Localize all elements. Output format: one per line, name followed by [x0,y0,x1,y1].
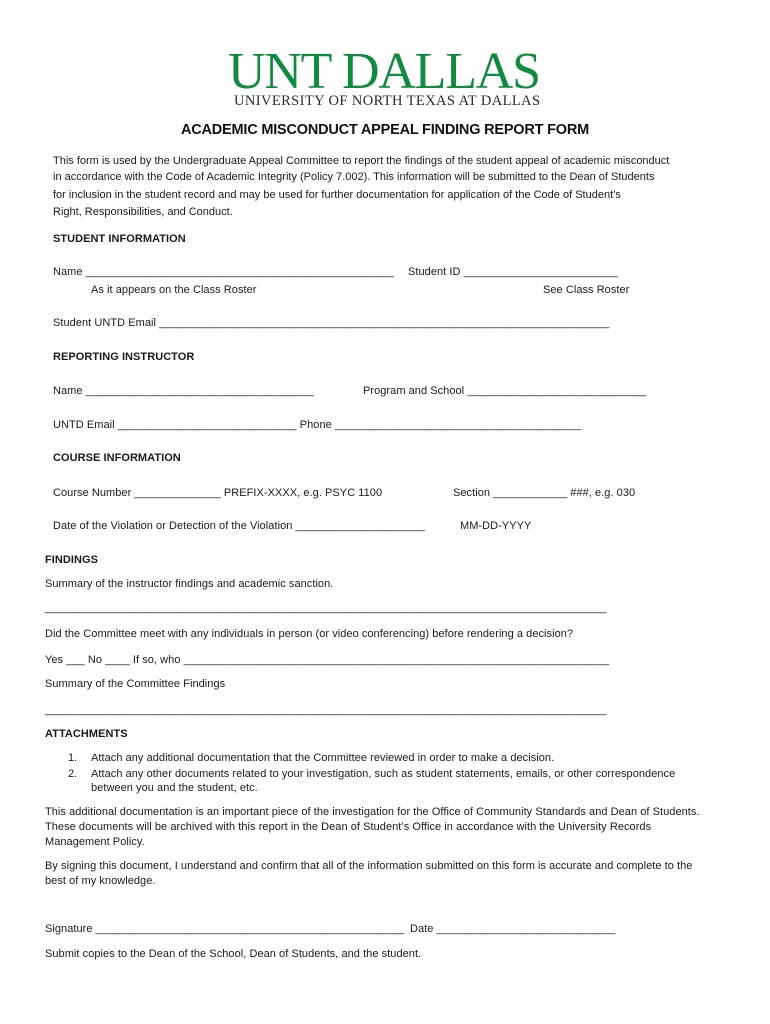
attachment-1-text: Attach any additional documentation that the Committee reviewed in order to make a decision. [91,752,555,764]
yes-field[interactable]: ___ [66,654,85,666]
program-label: Program and School [363,385,465,397]
course-number-label: Course Number [53,487,132,499]
violation-date-field[interactable]: _____________________ [295,520,426,532]
logo-text: UNT DALLAS [228,43,542,94]
section-field[interactable]: ____________ [493,487,568,499]
meeting-question: Did the Committee meet with any individuals in person (or video conferencing) before rendering a decision? [45,628,574,640]
instructor-findings-label: Summary of the instructor findings and academic sanction. [45,578,334,590]
violation-date-row [53,520,425,532]
if-so-label: If so, who [132,654,181,666]
phone-label: Phone [299,419,332,431]
student-name-field[interactable]: __________________________________________________ [85,266,395,278]
instructor-name-field[interactable]: _____________________________________ [85,385,314,397]
section-label: Section [453,487,491,499]
signature-date-field[interactable]: _____________________________ [436,923,616,935]
attachments-heading: ATTACHMENTS [45,728,128,740]
instructor-findings-field[interactable]: ___________________________________________________________________________________________ [45,602,607,614]
yes-label: Yes [45,654,64,666]
confirm-line-2: best of my knowledge. [45,875,156,887]
section-hint: ###, e.g. 030 [570,487,636,499]
intro-line-1: This form is used by the Undergraduate Appeal Committee to report the findings of the student appeal of academic misconduct [53,155,670,167]
signature-row [45,923,404,935]
course-heading: COURSE INFORMATION [53,452,181,464]
student-name-label: Name [53,266,83,278]
violation-date-label: Date of the Violation or Detection of the Violation [53,520,293,532]
student-id-field[interactable]: _________________________ [463,266,618,278]
instructor-name-row [53,385,314,397]
course-number-field[interactable]: ______________ [134,487,221,499]
student-name-hint: As it appears on the Class Roster [91,284,257,296]
attachment-note-line-2: These documents will be archived with this report in the Dean of Student’s Office in accordance with the University Records [45,821,652,833]
student-email-field[interactable]: _________________________________________________________________________ [159,317,610,329]
program-field[interactable]: _____________________________ [467,385,647,397]
instructor-name-label: Name [53,385,83,397]
student-id-label: Student ID [408,266,461,278]
attachment-note-line-1: This additional documentation is an important piece of the investigation for the Office of Community Standards and Dean of Students. [45,806,700,818]
committee-findings-field[interactable]: ___________________________________________________________________________________________ [45,704,607,716]
violation-date-hint: MM-DD-YYYY [460,520,532,532]
section-row [453,487,635,499]
committee-findings-label: Summary of the Committee Findings [45,678,226,690]
student-name-row [53,266,394,278]
student-id-row [408,266,618,278]
student-id-hint: See Class Roster [543,284,630,296]
signature-field[interactable]: __________________________________________________ [95,923,405,935]
signature-date-row [410,923,615,935]
intro-line-2: in accordance with the Code of Academic Integrity (Policy 7.002). This information will be submitted to the Dean of Students [53,171,655,183]
student-email-row [53,317,609,329]
attachment-1-num: 1. [68,752,78,764]
attachment-2-num: 2. [68,768,78,780]
confirm-line-1: By signing this document, I understand and confirm that all of the information submitted on this form is accurate and complete to the [45,860,693,872]
logo-subtitle: UNIVERSITY OF NORTH TEXAS AT DALLAS [234,93,541,109]
student-info-heading: STUDENT INFORMATION [53,233,186,245]
attachment-2-text-cont: between you and the student, etc. [91,782,258,794]
intro-line-3: for inclusion in the student record and may be used for further documentation for application of the Code of Student’s [53,189,621,201]
intro-line-4: Right, Responsibilities, and Conduct. [53,206,233,218]
unt-dallas-logo [228,42,544,94]
instructor-email-label: UNTD Email [53,419,115,431]
signature-label: Signature [45,923,93,935]
attachment-note-line-3: Management Policy. [45,836,145,848]
no-field[interactable]: ____ [105,654,130,666]
instructor-email-field[interactable]: _____________________________ [117,419,297,431]
course-number-row [53,487,382,499]
student-email-label: Student UNTD Email [53,317,156,329]
instructor-heading: REPORTING INSTRUCTOR [53,351,195,363]
course-number-hint: PREFIX-XXXX, e.g. PSYC 1100 [223,487,383,499]
if-so-field[interactable]: _____________________________________________________________________ [183,654,610,666]
instructor-email-row [53,419,582,431]
signature-date-label: Date [410,923,434,935]
findings-heading: FINDINGS [45,554,98,566]
phone-field[interactable]: ________________________________________ [334,419,582,431]
page-title: ACADEMIC MISCONDUCT APPEAL FINDING REPORT FORM [180,122,590,138]
program-row [363,385,646,397]
no-label: No [87,654,103,666]
meeting-answer-row [45,654,609,666]
submit-copies-note: Submit copies to the Dean of the School, Dean of Students, and the student. [45,948,422,960]
attachment-2-text: Attach any other documents related to your investigation, such as student statements, emails, or other correspondence [91,768,676,780]
